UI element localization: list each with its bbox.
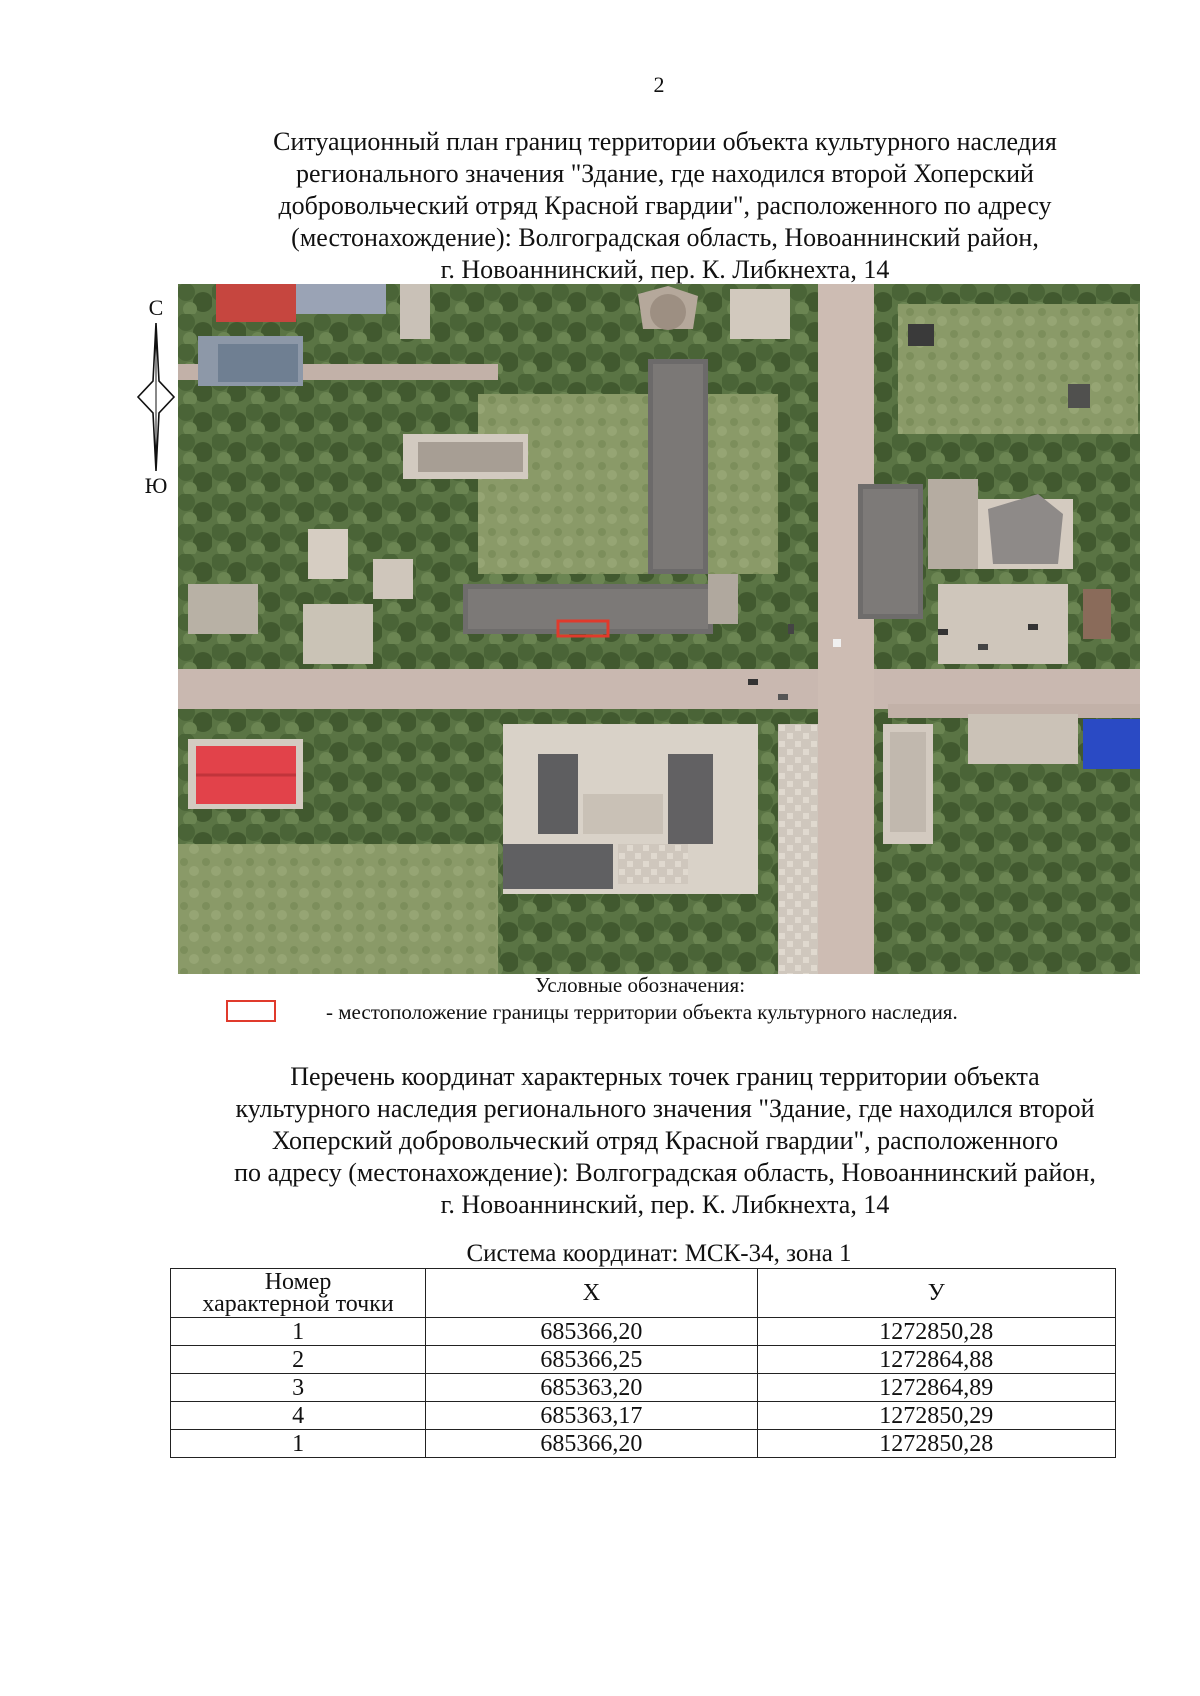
coordinates-title: [150, 1061, 1180, 1221]
legend-item-text: - местоположение границы территории объекта культурного наследия.: [326, 1000, 958, 1024]
legend-boundary-swatch: [226, 1000, 276, 1022]
table-row: [171, 1374, 1116, 1402]
cell-y: 1272850,29: [757, 1402, 1115, 1430]
plan-title-line: добровольческий отряд Красной гвардии", расположенного по адресу: [278, 191, 1052, 220]
header-y: У: [757, 1269, 1115, 1318]
cell-y: 1272850,28: [757, 1430, 1115, 1458]
cell-point: 2: [171, 1346, 426, 1374]
coordinates-title-line: культурного наследия регионального значения "Здание, где находился второй: [235, 1094, 1095, 1123]
satellite-map-image: [178, 284, 1140, 974]
header-x: X: [426, 1269, 757, 1318]
plan-title-line: Ситуационный план границ территории объекта культурного наследия: [273, 127, 1057, 156]
cell-x: 685363,17: [426, 1402, 757, 1430]
cell-point: 1: [171, 1318, 426, 1346]
coordinate-system-label: Система координат: МСК-34, зона 1: [466, 1240, 852, 1267]
table-header-row: [171, 1269, 1116, 1318]
cell-point: 4: [171, 1402, 426, 1430]
compass-south-label: Ю: [144, 473, 168, 498]
coordinates-title-line: г. Новоаннинский, пер. К. Либкнехта, 14: [440, 1190, 890, 1219]
page-number: 2: [653, 72, 665, 97]
coordinates-title-line: Хоперский добровольческий отряд Красной гвардии", расположенного: [271, 1126, 1059, 1155]
coordinates-title-line: Перечень координат характерных точек границ территории объекта: [290, 1062, 1040, 1091]
plan-title: [150, 126, 1180, 286]
legend-title: Условные обозначения:: [535, 973, 746, 997]
compass-arrow-icon: [136, 321, 176, 473]
cell-y: 1272864,88: [757, 1346, 1115, 1374]
cell-x: 685366,25: [426, 1346, 757, 1374]
cell-x: 685363,20: [426, 1374, 757, 1402]
plan-title-line: г. Новоаннинский, пер. К. Либкнехта, 14: [440, 255, 890, 284]
table-row: [171, 1402, 1116, 1430]
header-point-line2: характерной точки: [202, 1291, 394, 1317]
header-point-number: [171, 1269, 426, 1318]
plan-title-line: (местонахождение): Волгоградская область, Новоаннинский район,: [291, 223, 1039, 252]
cell-y: 1272864,89: [757, 1374, 1115, 1402]
header-point-line1: Номер: [264, 1269, 332, 1295]
legend-item: [226, 1000, 1126, 1030]
north-arrow: [128, 295, 184, 505]
cell-y: 1272850,28: [757, 1318, 1115, 1346]
table-row: [171, 1318, 1116, 1346]
satellite-map: [178, 284, 1140, 974]
compass-north-label: С: [148, 295, 164, 320]
cell-point: 3: [171, 1374, 426, 1402]
coordinates-table: [170, 1268, 1116, 1458]
cell-x: 685366,20: [426, 1318, 757, 1346]
cell-x: 685366,20: [426, 1430, 757, 1458]
table-row: [171, 1430, 1116, 1458]
plan-title-line: регионального значения "Здание, где находился второй Хоперский: [296, 159, 1034, 188]
table-row: [171, 1346, 1116, 1374]
coordinates-title-line: по адресу (местонахождение): Волгоградская область, Новоаннинский район,: [234, 1158, 1096, 1187]
cell-point: 1: [171, 1430, 426, 1458]
